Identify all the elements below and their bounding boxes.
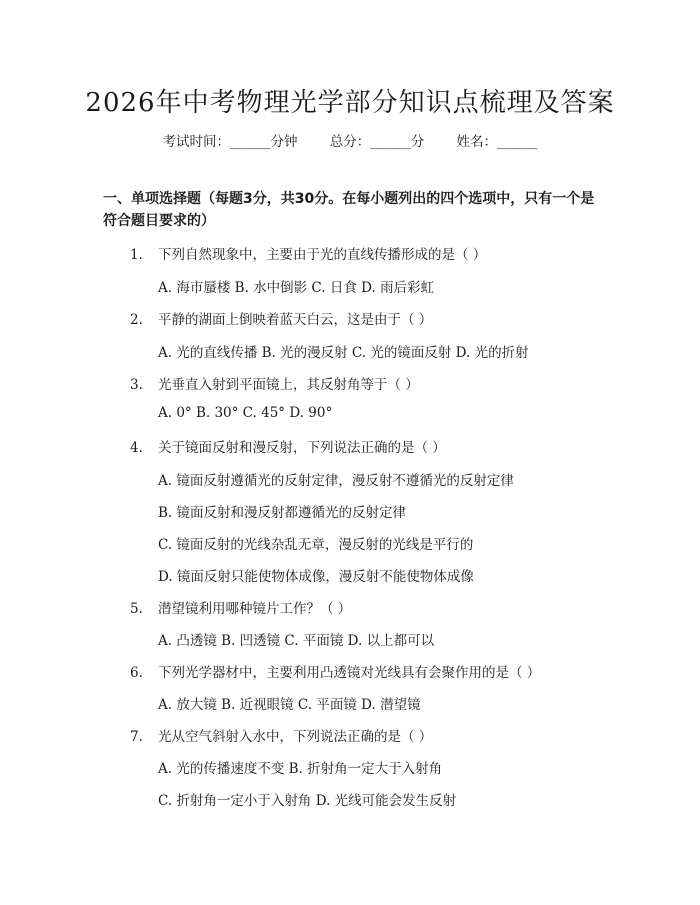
question-stem: 下列光学器材中，主要利用凸透镜对光线具有会聚作用的是（ ） (158, 665, 541, 681)
question (130, 308, 432, 328)
question (130, 243, 486, 263)
question-number: 6. (130, 665, 143, 681)
question-number: 4. (130, 440, 143, 456)
question-stem: 潜望镜利用哪种镜片工作？（ ） (158, 601, 352, 617)
question (130, 661, 540, 681)
question-stem: 关于镜面反射和漫反射，下列说法正确的是（ ） (158, 440, 446, 456)
question-option: C. 折射角一定小于入射角 D. 光线可能会发生反射 (158, 793, 457, 809)
total-score-field: 总分：______分 (329, 134, 425, 150)
question (130, 436, 446, 456)
exam-time-field: 考试时间：______分钟 (162, 134, 298, 150)
question-number: 7. (130, 729, 143, 745)
question-stem: 光垂直入射到平面镜上，其反射角等于（ ） (158, 377, 419, 393)
question-options: A. 放大镜 B. 近视眼镜 C. 平面镜 D. 潜望镜 (158, 697, 421, 713)
question-option: A. 光的传播速度不变 B. 折射角一定大于入射角 (158, 761, 443, 777)
question-option: D. 镜面反射只能使物体成像，漫反射不能使物体成像 (158, 569, 474, 585)
question-option: B. 镜面反射和漫反射都遵循光的反射定律 (158, 505, 407, 521)
question-options: A. 海市蜃楼 B. 水中倒影 C. 日食 D. 雨后彩虹 (158, 280, 435, 296)
question-options: A. 0° B. 30° C. 45° D. 90° (158, 405, 333, 421)
question-number: 2. (130, 312, 143, 328)
student-name-field: 姓名：______ (456, 134, 538, 150)
question (130, 373, 419, 393)
exam-meta (0, 130, 700, 150)
question-stem: 光从空气斜射入水中，下列说法正确的是（ ） (158, 729, 433, 745)
question-number: 1. (130, 247, 143, 263)
page-title: 2026年中考物理光学部分知识点梳理及答案 (85, 88, 615, 118)
question (130, 597, 351, 617)
question-option: A. 镜面反射遵循光的反射定律，漫反射不遵循光的反射定律 (158, 473, 514, 489)
question-stem: 平静的湖面上倒映着蓝天白云，这是由于（ ） (158, 312, 433, 328)
question-stem: 下列自然现象中，主要由于光的直线传播形成的是（ ） (158, 247, 487, 263)
question-option: C. 镜面反射的光线杂乱无章，漫反射的光线是平行的 (158, 537, 474, 553)
question-options: A. 光的直线传播 B. 光的漫反射 C. 光的镜面反射 D. 光的折射 (158, 345, 529, 361)
question-number: 3. (130, 377, 143, 393)
question (130, 725, 432, 745)
question-number: 5. (130, 601, 143, 617)
question-options: A. 凸透镜 B. 凹透镜 C. 平面镜 D. 以上都可以 (158, 633, 435, 649)
section-heading: 一、单项选择题（每题3分，共30分。在每小题列出的四个选项中，只有一个是符合题目要求的） (103, 191, 595, 229)
